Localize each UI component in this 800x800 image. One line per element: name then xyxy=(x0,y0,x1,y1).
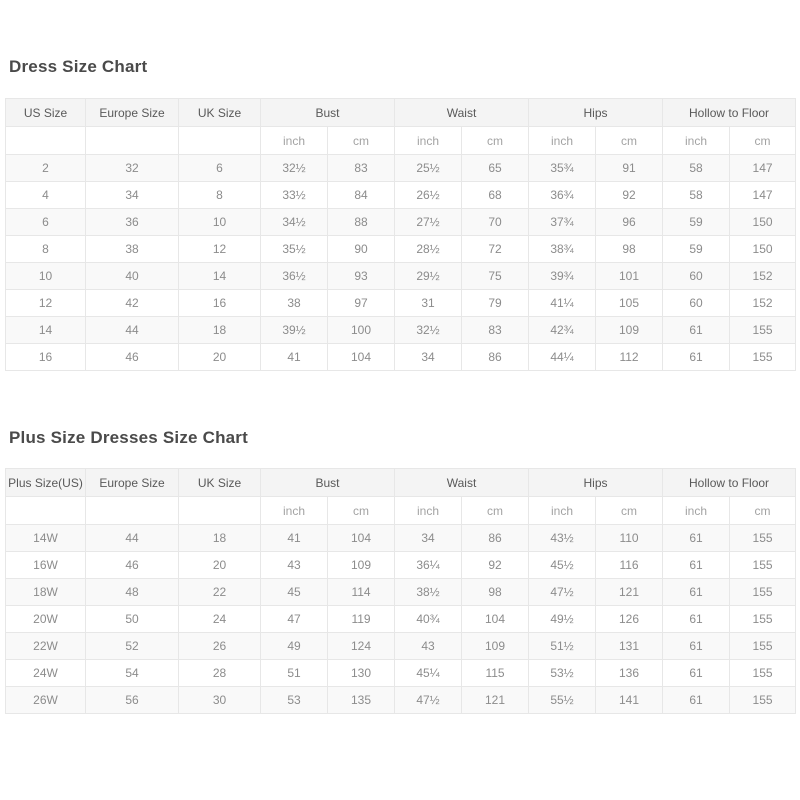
table-cell: 26 xyxy=(179,633,261,660)
table-cell: 36½ xyxy=(261,263,328,290)
unit-header-empty xyxy=(6,127,86,155)
table-cell: 155 xyxy=(730,633,796,660)
table-cell: 59 xyxy=(663,209,730,236)
table-cell: 36 xyxy=(86,209,179,236)
unit-header-empty xyxy=(179,497,261,525)
column-header: Waist xyxy=(395,469,529,497)
table-cell: 18W xyxy=(6,579,86,606)
table-cell: 91 xyxy=(596,155,663,182)
table-cell: 36¼ xyxy=(395,552,462,579)
table-cell: 124 xyxy=(328,633,395,660)
table-cell: 61 xyxy=(663,552,730,579)
table-cell: 61 xyxy=(663,525,730,552)
table-cell: 54 xyxy=(86,660,179,687)
table-cell: 109 xyxy=(462,633,529,660)
table-cell: 55½ xyxy=(529,687,596,714)
table-row xyxy=(6,182,796,209)
table-cell: 40¾ xyxy=(395,606,462,633)
table-cell: 26W xyxy=(6,687,86,714)
table-cell: 79 xyxy=(462,290,529,317)
table-cell: 51 xyxy=(261,660,328,687)
table-cell: 72 xyxy=(462,236,529,263)
table-cell: 8 xyxy=(179,182,261,209)
table-cell: 84 xyxy=(328,182,395,209)
table-cell: 41 xyxy=(261,344,328,371)
table-cell: 38 xyxy=(86,236,179,263)
table-cell: 105 xyxy=(596,290,663,317)
table-cell: 16W xyxy=(6,552,86,579)
table-row xyxy=(6,236,796,263)
column-header: Hollow to Floor xyxy=(663,469,796,497)
table-cell: 115 xyxy=(462,660,529,687)
table-cell: 88 xyxy=(328,209,395,236)
table-cell: 155 xyxy=(730,579,796,606)
table-cell: 61 xyxy=(663,344,730,371)
table-cell: 83 xyxy=(462,317,529,344)
unit-header: inch xyxy=(261,127,328,155)
table-cell: 50 xyxy=(86,606,179,633)
table-cell: 10 xyxy=(179,209,261,236)
table-cell: 47½ xyxy=(395,687,462,714)
table-cell: 38¾ xyxy=(529,236,596,263)
unit-header-empty xyxy=(86,127,179,155)
table-cell: 131 xyxy=(596,633,663,660)
table-cell: 92 xyxy=(462,552,529,579)
table-cell: 147 xyxy=(730,182,796,209)
table-row xyxy=(6,317,796,344)
column-header: Bust xyxy=(261,469,395,497)
table-cell: 32½ xyxy=(261,155,328,182)
table-cell: 43½ xyxy=(529,525,596,552)
table-cell: 39¾ xyxy=(529,263,596,290)
table-cell: 121 xyxy=(596,579,663,606)
table-cell: 155 xyxy=(730,687,796,714)
table-row xyxy=(6,687,796,714)
table-cell: 39½ xyxy=(261,317,328,344)
table-cell: 38½ xyxy=(395,579,462,606)
table-cell: 61 xyxy=(663,633,730,660)
dress-size-chart-table xyxy=(5,98,796,371)
table-cell: 46 xyxy=(86,552,179,579)
table-row xyxy=(6,525,796,552)
table-cell: 130 xyxy=(328,660,395,687)
unit-header: cm xyxy=(462,127,529,155)
table-cell: 60 xyxy=(663,290,730,317)
table-cell: 2 xyxy=(6,155,86,182)
unit-header: cm xyxy=(328,127,395,155)
table-cell: 155 xyxy=(730,525,796,552)
table-cell: 61 xyxy=(663,660,730,687)
table-cell: 20 xyxy=(179,552,261,579)
table-cell: 150 xyxy=(730,209,796,236)
table-row xyxy=(6,579,796,606)
table-cell: 155 xyxy=(730,552,796,579)
table-cell: 65 xyxy=(462,155,529,182)
table-cell: 52 xyxy=(86,633,179,660)
table-cell: 90 xyxy=(328,236,395,263)
unit-header: cm xyxy=(462,497,529,525)
table-cell: 30 xyxy=(179,687,261,714)
table-cell: 28½ xyxy=(395,236,462,263)
table-cell: 119 xyxy=(328,606,395,633)
unit-header: inch xyxy=(395,127,462,155)
table-cell: 35½ xyxy=(261,236,328,263)
table-cell: 96 xyxy=(596,209,663,236)
table-cell: 31 xyxy=(395,290,462,317)
table-row xyxy=(6,290,796,317)
table-cell: 61 xyxy=(663,317,730,344)
table-cell: 47½ xyxy=(529,579,596,606)
table-cell: 126 xyxy=(596,606,663,633)
table-cell: 14 xyxy=(179,263,261,290)
table-cell: 28 xyxy=(179,660,261,687)
table-unit-row xyxy=(6,127,796,155)
table-cell: 29½ xyxy=(395,263,462,290)
table-cell: 53½ xyxy=(529,660,596,687)
table-cell: 56 xyxy=(86,687,179,714)
table-cell: 104 xyxy=(462,606,529,633)
table-cell: 35¾ xyxy=(529,155,596,182)
table-cell: 45½ xyxy=(529,552,596,579)
table-cell: 34 xyxy=(395,344,462,371)
table-cell: 4 xyxy=(6,182,86,209)
column-header: Plus Size(US) xyxy=(6,469,86,497)
table-row xyxy=(6,606,796,633)
table-cell: 38 xyxy=(261,290,328,317)
table-cell: 98 xyxy=(462,579,529,606)
table-cell: 83 xyxy=(328,155,395,182)
table-row xyxy=(6,633,796,660)
unit-header-empty xyxy=(86,497,179,525)
table-cell: 75 xyxy=(462,263,529,290)
table-cell: 155 xyxy=(730,606,796,633)
table-cell: 141 xyxy=(596,687,663,714)
unit-header: cm xyxy=(596,497,663,525)
column-header: Hips xyxy=(529,99,663,127)
table-cell: 155 xyxy=(730,317,796,344)
unit-header-empty xyxy=(6,497,86,525)
unit-header: cm xyxy=(730,127,796,155)
column-header: UK Size xyxy=(179,99,261,127)
column-header: Europe Size xyxy=(86,99,179,127)
plus-size-chart-table xyxy=(5,468,796,714)
table-cell: 114 xyxy=(328,579,395,606)
table-cell: 49½ xyxy=(529,606,596,633)
table-cell: 135 xyxy=(328,687,395,714)
column-header: Europe Size xyxy=(86,469,179,497)
table-cell: 41¼ xyxy=(529,290,596,317)
column-header: Hollow to Floor xyxy=(663,99,796,127)
table-cell: 53 xyxy=(261,687,328,714)
table-row xyxy=(6,552,796,579)
table-cell: 109 xyxy=(596,317,663,344)
table-header-row xyxy=(6,469,796,497)
table-cell: 20W xyxy=(6,606,86,633)
table-row xyxy=(6,344,796,371)
table-cell: 136 xyxy=(596,660,663,687)
column-header: Bust xyxy=(261,99,395,127)
table-cell: 121 xyxy=(462,687,529,714)
table-cell: 61 xyxy=(663,687,730,714)
table-cell: 116 xyxy=(596,552,663,579)
unit-header: inch xyxy=(663,127,730,155)
table-cell: 12 xyxy=(179,236,261,263)
dress-size-chart-title: Dress Size Chart xyxy=(9,57,148,76)
table-cell: 26½ xyxy=(395,182,462,209)
table-cell: 48 xyxy=(86,579,179,606)
column-header: US Size xyxy=(6,99,86,127)
table-cell: 60 xyxy=(663,263,730,290)
table-cell: 68 xyxy=(462,182,529,209)
table-cell: 40 xyxy=(86,263,179,290)
table-cell: 14W xyxy=(6,525,86,552)
unit-header: inch xyxy=(529,127,596,155)
unit-header-empty xyxy=(179,127,261,155)
table-cell: 37¾ xyxy=(529,209,596,236)
table-cell: 36¾ xyxy=(529,182,596,209)
table-cell: 16 xyxy=(179,290,261,317)
table-row xyxy=(6,660,796,687)
table-cell: 24 xyxy=(179,606,261,633)
table-cell: 47 xyxy=(261,606,328,633)
unit-header: cm xyxy=(596,127,663,155)
table-cell: 32½ xyxy=(395,317,462,344)
table-cell: 152 xyxy=(730,263,796,290)
table-cell: 34½ xyxy=(261,209,328,236)
unit-header: inch xyxy=(529,497,596,525)
table-cell: 98 xyxy=(596,236,663,263)
table-cell: 25½ xyxy=(395,155,462,182)
table-cell: 86 xyxy=(462,344,529,371)
table-cell: 109 xyxy=(328,552,395,579)
table-cell: 22 xyxy=(179,579,261,606)
table-cell: 104 xyxy=(328,344,395,371)
table-cell: 22W xyxy=(6,633,86,660)
table-cell: 44 xyxy=(86,317,179,344)
table-cell: 58 xyxy=(663,182,730,209)
table-cell: 110 xyxy=(596,525,663,552)
table-cell: 6 xyxy=(6,209,86,236)
table-cell: 59 xyxy=(663,236,730,263)
column-header: Hips xyxy=(529,469,663,497)
table-cell: 58 xyxy=(663,155,730,182)
table-cell: 20 xyxy=(179,344,261,371)
table-header-row xyxy=(6,99,796,127)
unit-header: inch xyxy=(395,497,462,525)
plus-size-chart-title: Plus Size Dresses Size Chart xyxy=(9,428,248,447)
table-cell: 42¾ xyxy=(529,317,596,344)
table-cell: 44 xyxy=(86,525,179,552)
column-header: UK Size xyxy=(179,469,261,497)
table-cell: 45¼ xyxy=(395,660,462,687)
column-header: Waist xyxy=(395,99,529,127)
table-cell: 42 xyxy=(86,290,179,317)
table-cell: 44¼ xyxy=(529,344,596,371)
table-cell: 46 xyxy=(86,344,179,371)
table-cell: 112 xyxy=(596,344,663,371)
table-unit-row xyxy=(6,497,796,525)
table-cell: 16 xyxy=(6,344,86,371)
table-cell: 6 xyxy=(179,155,261,182)
table-cell: 34 xyxy=(395,525,462,552)
table-cell: 86 xyxy=(462,525,529,552)
table-cell: 61 xyxy=(663,606,730,633)
table-cell: 12 xyxy=(6,290,86,317)
table-cell: 155 xyxy=(730,344,796,371)
table-cell: 43 xyxy=(395,633,462,660)
table-cell: 61 xyxy=(663,579,730,606)
unit-header: inch xyxy=(261,497,328,525)
table-cell: 14 xyxy=(6,317,86,344)
table-cell: 101 xyxy=(596,263,663,290)
table-cell: 32 xyxy=(86,155,179,182)
table-cell: 43 xyxy=(261,552,328,579)
table-cell: 8 xyxy=(6,236,86,263)
table-cell: 27½ xyxy=(395,209,462,236)
unit-header: cm xyxy=(730,497,796,525)
table-cell: 45 xyxy=(261,579,328,606)
table-row xyxy=(6,263,796,290)
unit-header: cm xyxy=(328,497,395,525)
table-cell: 10 xyxy=(6,263,86,290)
table-cell: 147 xyxy=(730,155,796,182)
table-cell: 51½ xyxy=(529,633,596,660)
table-cell: 92 xyxy=(596,182,663,209)
table-cell: 41 xyxy=(261,525,328,552)
table-cell: 34 xyxy=(86,182,179,209)
table-cell: 104 xyxy=(328,525,395,552)
table-cell: 93 xyxy=(328,263,395,290)
unit-header: inch xyxy=(663,497,730,525)
table-cell: 70 xyxy=(462,209,529,236)
table-row xyxy=(6,155,796,182)
table-cell: 155 xyxy=(730,660,796,687)
table-cell: 18 xyxy=(179,317,261,344)
table-cell: 152 xyxy=(730,290,796,317)
table-cell: 100 xyxy=(328,317,395,344)
table-cell: 18 xyxy=(179,525,261,552)
table-row xyxy=(6,209,796,236)
table-cell: 33½ xyxy=(261,182,328,209)
table-cell: 150 xyxy=(730,236,796,263)
table-cell: 97 xyxy=(328,290,395,317)
table-cell: 49 xyxy=(261,633,328,660)
table-cell: 24W xyxy=(6,660,86,687)
